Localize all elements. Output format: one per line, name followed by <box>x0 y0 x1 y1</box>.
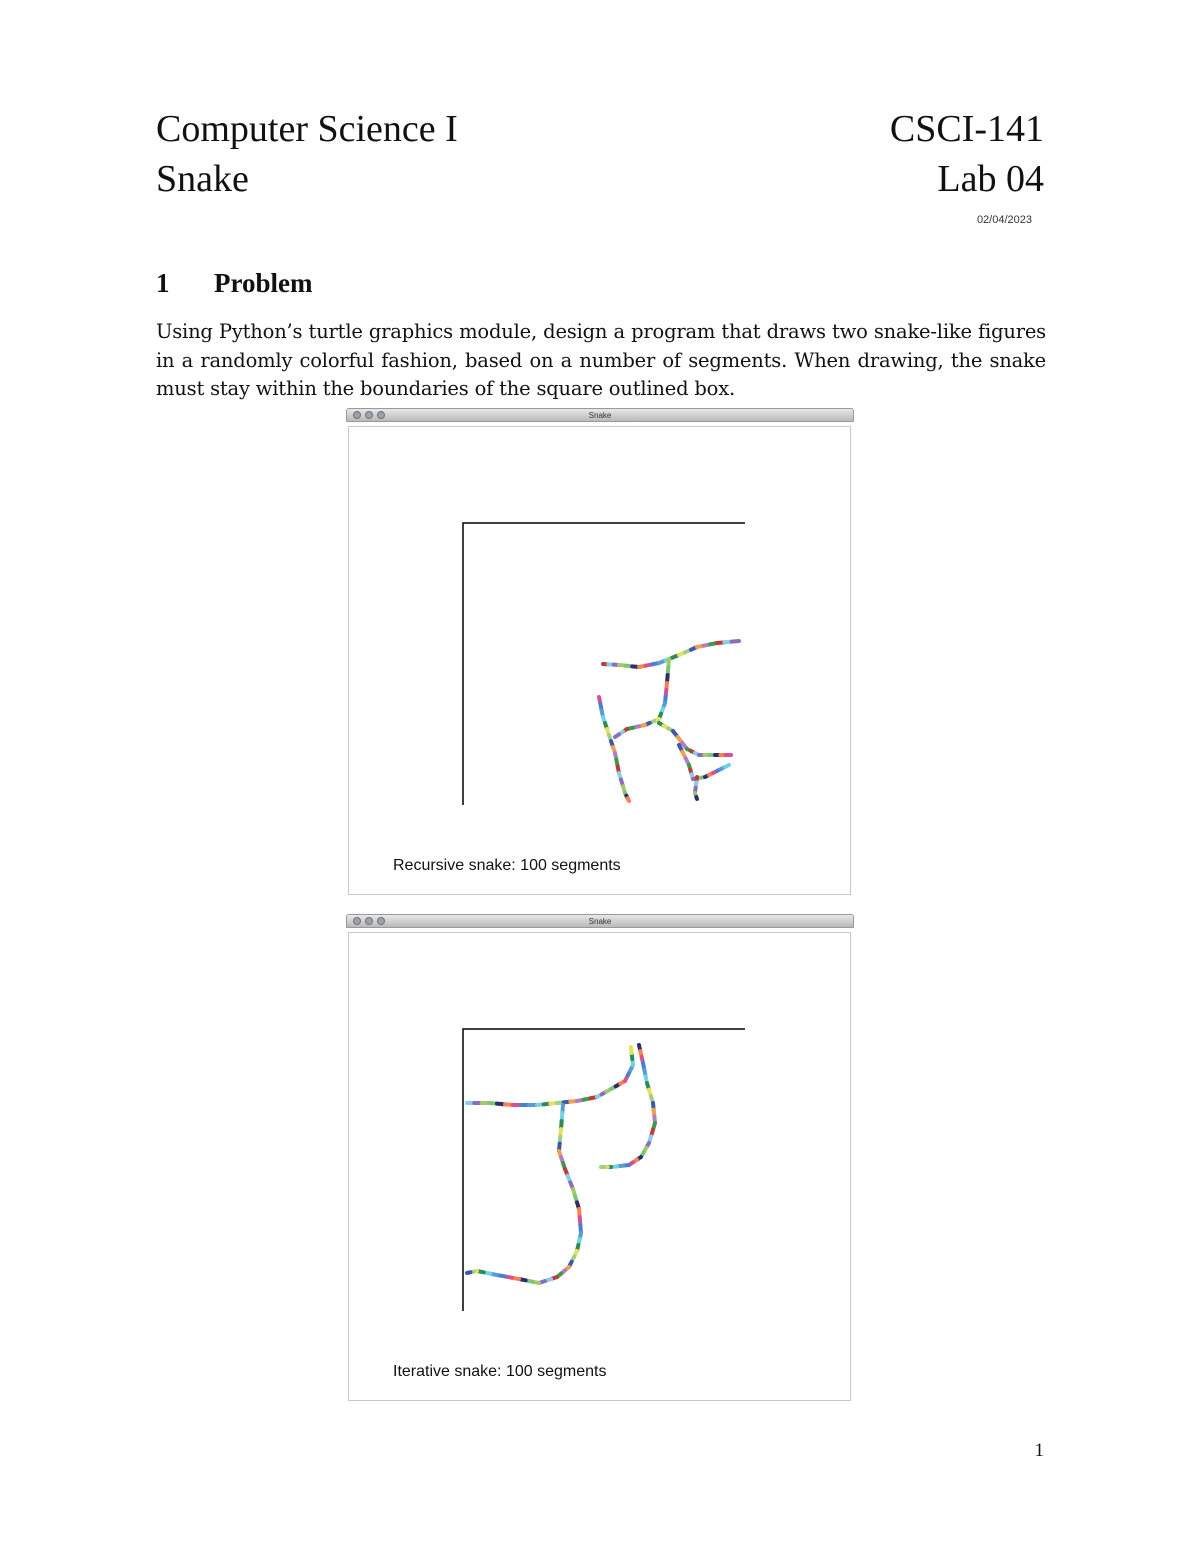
window-title: Snake <box>588 917 612 926</box>
snake-segment <box>696 797 697 799</box>
recursive-snake <box>599 641 739 801</box>
figure-caption: Recursive snake: 100 segments <box>393 857 621 874</box>
recursive-snake-drawing <box>349 427 850 894</box>
section-number: 1 <box>156 268 170 298</box>
snake-segment <box>732 641 739 642</box>
header-row-1 <box>156 104 1044 154</box>
window-titlebar <box>346 914 854 928</box>
document-date: 02/04/2023 <box>976 214 1032 226</box>
snake-segment <box>615 734 619 737</box>
problem-paragraph: Using Python’s turtle graphics module, design a program that draws two snake-like figures in a randomly colorful fashion, based on a number of segments. When drawing, the snake must stay within the boundaries of the square outlined box. <box>156 320 1046 400</box>
document-header <box>156 104 1044 204</box>
iterative-snake <box>467 1045 655 1283</box>
boundary-box <box>463 1029 745 1311</box>
snake-segment <box>467 1272 470 1273</box>
snake-segment <box>631 1047 632 1053</box>
course-code: CSCI-141 <box>889 108 1044 150</box>
recursive-snake-window <box>346 408 854 898</box>
page-number: 1 <box>1034 1440 1044 1461</box>
snake-segment <box>725 765 729 767</box>
figure-caption: Iterative snake: 100 segments <box>393 1363 607 1380</box>
iterative-snake-window <box>346 914 854 1404</box>
lab-number: Lab 04 <box>937 158 1044 200</box>
section-title: Problem <box>214 268 313 298</box>
section-heading <box>156 268 312 299</box>
iterative-snake-drawing <box>349 933 850 1400</box>
window-titlebar <box>346 408 854 422</box>
course-title: Computer Science I <box>156 108 458 150</box>
snake-segment <box>628 798 629 801</box>
lab-title: Snake <box>156 158 249 200</box>
window-title: Snake <box>588 411 612 420</box>
header-row-2 <box>156 154 1044 204</box>
turtle-canvas <box>348 932 851 1401</box>
turtle-canvas <box>348 426 851 895</box>
